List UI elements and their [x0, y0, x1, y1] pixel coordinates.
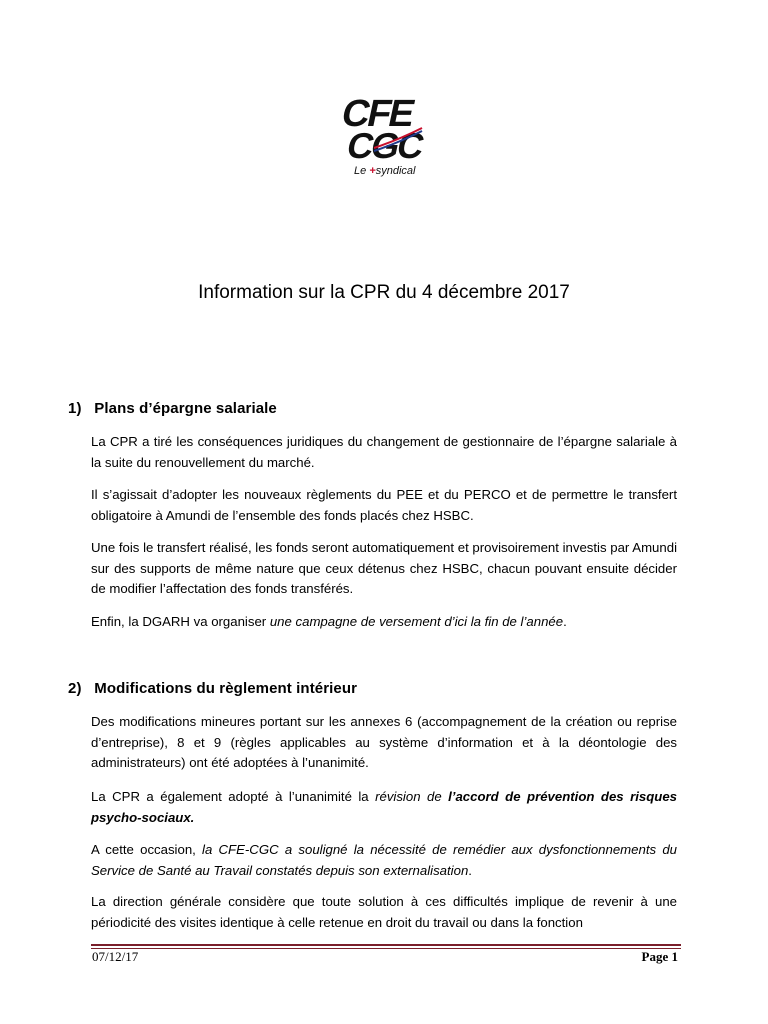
- section-2-paragraph-3: A cette occasion, la CFE-CGC a souligné la nécessité de remédier aux dysfonctionnements du Service de Santé au Travail constatés depuis son externalisation.: [91, 842, 677, 878]
- section-2-number: 2): [68, 680, 82, 697]
- svg-text:CFE: CFE: [338, 92, 418, 135]
- svg-text:CGC: CGC: [343, 125, 426, 166]
- footer-page-number: Page 1: [641, 949, 678, 964]
- section-1-heading: [68, 400, 277, 417]
- svg-text:Le +syndical: Le +syndical: [354, 165, 416, 177]
- section-2-heading: [68, 680, 357, 697]
- section-2-paragraph-1: Des modifications mineures portant sur les annexes 6 (accompagnement de la création ou reprise d’entreprise), 8 et 9 (règles applicables au système d’information et à la déontologie des administrateurs) ont été adoptées à l’unanimité.: [91, 714, 677, 771]
- section-1-paragraph-4: Enfin, la DGARH va organiser une campagne de versement d’ici la fin de l’année.: [91, 614, 567, 629]
- footer-rule-thin: [91, 948, 681, 949]
- section-2-paragraph-4: La direction générale considère que toute solution à ces difficultés implique de revenir à une périodicité des visites identique à celle retenue en droit du travail ou dans la fonction: [91, 894, 677, 930]
- section-1-number: 1): [68, 400, 82, 417]
- footer-date: 07/12/17: [92, 949, 139, 964]
- section-1-title: Plans d’épargne salariale: [94, 400, 277, 417]
- document-title: Information sur la CPR du 4 décembre 2017: [198, 282, 570, 303]
- section-1-paragraph-2: Il s’agissait d’adopter les nouveaux règlements du PEE et du PERCO et de permettre le transfert obligatoire à Amundi de l’ensemble des fonds placés chez HSBC.: [91, 487, 677, 523]
- section-1-paragraph-1: La CPR a tiré les conséquences juridiques du changement de gestionnaire de l’épargne salariale à la suite du renouvellement du marché.: [91, 434, 677, 470]
- section-2-title: Modifications du règlement intérieur: [94, 680, 358, 697]
- footer-rule: [91, 944, 681, 946]
- section-2-paragraph-2: La CPR a également adopté à l’unanimité la révision de l’accord de prévention des risques psycho-sociaux.: [91, 789, 677, 825]
- cfe-cgc-logo: [326, 88, 426, 180]
- section-1-paragraph-3: Une fois le transfert réalisé, les fonds seront automatiquement et provisoirement investis par Amundi sur des supports de même nature que ceux détenus chez HSBC, chacun pouvant ensuite décider de modifier l’affectation des fonds transférés.: [91, 540, 677, 597]
